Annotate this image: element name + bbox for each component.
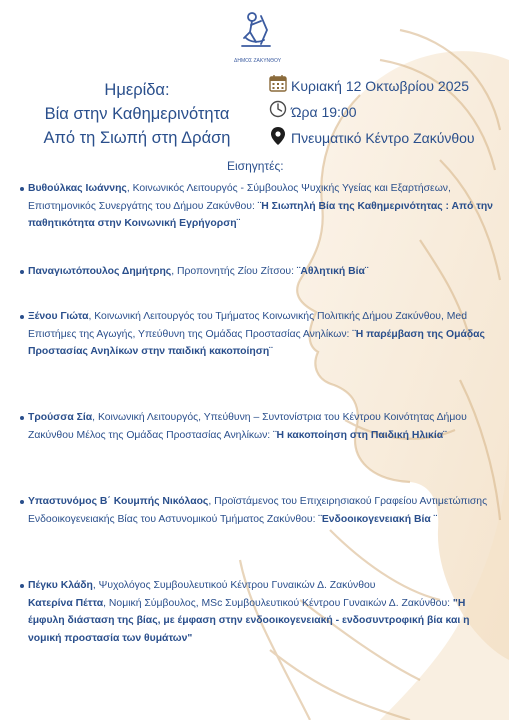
event-title xyxy=(6,78,268,150)
speaker-name: Ξένου Γιώτα xyxy=(28,311,89,322)
speakers-heading: Εισηγητές: xyxy=(227,159,284,173)
speaker-role: , Προπονητής Ζίου Ζίτσου: xyxy=(171,266,297,277)
speaker-role: , Κοινωνική Λειτουργός, Υπεύθυνη – Συντονίστρια του Κέντρου Κοινότητας Δήμου Ζακύνθου Μέλος της Ομάδας Προστασίας Ανηλίκων: xyxy=(28,412,467,441)
speaker-role: , Προϊστάμενος του Επιχειρησιακού Γραφείου Αντιμετώπισης Ενδοοικογενειακής Βίας του Αστυνομικού Τμήματος Ζακύνθου: xyxy=(28,496,488,525)
time-row xyxy=(269,100,509,126)
speaker-name: Υπαστυνόμος Β΄ Κουμπής Νικόλαος xyxy=(28,496,209,507)
title-line-1: Ημερίδα: xyxy=(104,81,170,99)
speaker-role: , Κοινωνική Λειτουργός του Τμήματος Κοινωνικής Πολιτικής Δήμου Ζακύνθου, Med Επιστήμες της Αγωγής, Υπεύθυνη της Ομάδας Προστασίας Ανηλίκων: xyxy=(28,311,467,340)
date-row xyxy=(269,74,509,100)
speaker-name: Πέγκυ Κλάδη xyxy=(28,580,93,591)
speaker-name: Τρούσσα Σία xyxy=(28,412,93,423)
speaker-item xyxy=(28,308,498,361)
speaker-topic: ¨Αθλητική Βία¨ xyxy=(296,266,369,277)
speaker-item xyxy=(28,409,498,444)
logo-caption: ΔΗΜΟΣ ΖΑΚΥΝΘΟΥ xyxy=(234,58,282,64)
speaker-name: Βυθούλκας Ιωάννης xyxy=(28,183,127,194)
speaker-role: , Ψυχολόγος Συμβουλευτικού Κέντρου Γυναικών Δ. Ζακύνθου xyxy=(92,580,376,591)
speaker-role-2: , Νομική Σύμβουλος, MSc Συμβουλευτικού Κέντρου Γυναικών Δ. Ζακύνθου: xyxy=(103,597,453,609)
speaker-role: , Κοινωνικός Λειτουργός - Σύμβουλος Ψυχικής Υγείας και Εξαρτήσεων, Επιστημονικός Συνεργάτης του Δήμου Ζακύνθου: xyxy=(28,183,451,212)
speaker-item xyxy=(28,180,498,233)
speaker-topic: "Η έμφυλη διάσταση της βίας, με έμφαση στην ενδοοικογενειακή - ενδοσυντροφική βία και η νομική προστασία των θυμάτων" xyxy=(28,597,470,645)
speaker-item xyxy=(28,577,498,648)
event-info xyxy=(269,74,509,152)
speaker-item xyxy=(28,493,498,528)
speaker-topic: ¨Ενδοοικογενειακή Βία ¨ xyxy=(318,513,438,525)
place-row xyxy=(269,126,509,152)
municipality-logo xyxy=(234,8,282,64)
calendar-icon xyxy=(269,74,287,92)
municipality-emblem-icon xyxy=(234,8,278,52)
speaker-topic: ¨Η κακοποίηση στη Παιδική Ηλικία¨ xyxy=(273,429,447,441)
title-line-2: Βία στην Καθημερινότητα xyxy=(44,105,230,123)
speaker-name: Παναγιωτόπουλος Δημήτρης xyxy=(28,266,172,277)
event-place: Πνευματικό Κέντρο Ζακύνθου xyxy=(291,130,475,146)
speaker-topic: ¨Η Σιωπηλή Βία της Καθημερινότητας : Από την παθητικότητα στην Κοινωνική Εγρήγορση¨ xyxy=(28,200,493,230)
event-time: Ώρα 19:00 xyxy=(291,104,357,120)
speaker-item xyxy=(28,263,498,281)
title-line-3: Από τη Σιωπή στη Δράση xyxy=(43,129,231,147)
speaker-topic: ¨Η παρέμβαση της Ομάδας Προστασίας Ανηλίκων στην παιδική κακοποίηση¨ xyxy=(28,328,485,358)
event-date: Κυριακή 12 Οκτωβρίου 2025 xyxy=(291,78,470,94)
clock-icon xyxy=(269,100,287,118)
location-pin-icon xyxy=(269,126,287,146)
speaker-name-2: Κατερίνα Πέττα xyxy=(28,597,104,609)
